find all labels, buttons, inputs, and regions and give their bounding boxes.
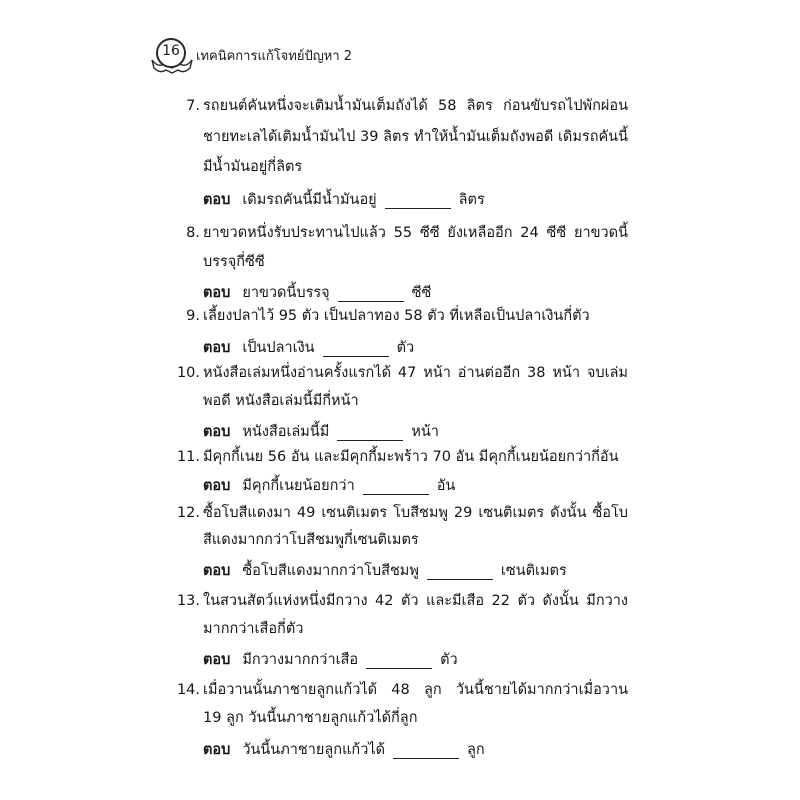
- problem-text-line: มีคุกกี้เนย 56 อัน และมีคุกกี้มะพร้าว 70 อัน มีคุกกี้เนยน้อยกว่ากี่อัน: [203, 449, 619, 465]
- answer-prefix: หนังสือเล่มนี้มี: [242, 424, 330, 440]
- answer-unit: ตัว: [396, 340, 415, 356]
- answer-label: ตอบ: [203, 424, 231, 440]
- problem-text-line: มากกว่าเสือกี่ตัว: [203, 621, 304, 637]
- answer-prefix: มีกวางมากกว่าเสือ: [242, 652, 359, 668]
- problem-number: 14.: [176, 682, 200, 698]
- problem-text-line: ชายทะเลได้เติมน้ำมันไป 39 ลิตร ทำให้น้ำมันเต็มถังพอดี เดิมรถคันนี้: [203, 129, 628, 145]
- problem-number: 13.: [176, 593, 200, 609]
- problem-number: 9.: [186, 308, 200, 324]
- answer-label: ตอบ: [203, 742, 231, 758]
- answer-prefix: มีคุกกี้เนยน้อยกว่า: [242, 478, 355, 494]
- answer-unit: หน้า: [411, 424, 439, 440]
- answer-blank[interactable]: [323, 342, 389, 357]
- problem-text-line: ซื้อโบสีแดงมา 49 เซนติเมตร โบสีชมพู 29 เซนติเมตร ดังนั้น ซื้อโบ: [203, 505, 628, 521]
- answer-prefix: ยาขวดนี้บรรจุ: [242, 285, 330, 301]
- answer-prefix: เป็นปลาเงิน: [242, 340, 315, 356]
- answer-blank[interactable]: [427, 565, 493, 580]
- problem-text-line: 19 ลูก วันนี้นภาชายลูกแก้วได้กี่ลูก: [203, 710, 418, 726]
- problem-number: 7.: [186, 98, 200, 114]
- answer-blank[interactable]: [385, 194, 451, 209]
- answer-unit: ซีซี: [411, 285, 432, 301]
- problem-text-line: พอดี หนังสือเล่มนี้มีกี่หน้า: [203, 393, 359, 409]
- answer-label: ตอบ: [203, 478, 231, 494]
- problem-number: 8.: [186, 225, 200, 241]
- problem-text-line: หนังสือเล่มหนึ่งอ่านครั้งแรกได้ 47 หน้า อ่านต่ออีก 38 หน้า จบเล่ม: [203, 365, 628, 381]
- answer-prefix: ซื้อโบสีแดงมากกว่าโบสีชมพู: [242, 563, 419, 579]
- problem-text-line: บรรจุกี่ซีซี: [203, 254, 265, 270]
- answer-label: ตอบ: [203, 563, 231, 579]
- page-number-badge: [150, 38, 194, 74]
- answer-prefix: เดิมรถคันนี้มีน้ำมันอยู่: [242, 192, 377, 208]
- answer-unit: อัน: [436, 478, 456, 494]
- answer-row: [203, 740, 485, 760]
- page-header: [150, 38, 570, 74]
- answer-row: [203, 561, 567, 581]
- answer-label: ตอบ: [203, 652, 231, 668]
- problem-text-line: เลี้ยงปลาไว้ 95 ตัว เป็นปลาทอง 58 ตัว ที่เหลือเป็นปลาเงินกี่ตัว: [203, 308, 590, 324]
- answer-blank[interactable]: [337, 426, 403, 441]
- answer-unit: ลิตร: [458, 192, 485, 208]
- problem-text-line: มีน้ำมันอยู่กี่ลิตร: [203, 159, 303, 175]
- answer-blank[interactable]: [363, 480, 429, 495]
- answer-row: [203, 338, 414, 358]
- answer-unit: เซนติเมตร: [500, 563, 567, 579]
- answer-row: [203, 422, 439, 442]
- answer-label: ตอบ: [203, 192, 231, 208]
- answer-unit: ลูก: [467, 742, 485, 758]
- answer-blank[interactable]: [366, 654, 432, 669]
- page-number: 16: [162, 43, 180, 59]
- problem-text-line: ในสวนสัตว์แห่งหนึ่งมีกวาง 42 ตัว และมีเสือ 22 ตัว ดังนั้น มีกวาง: [203, 593, 628, 609]
- problem-text-line: สีแดงมากกว่าโบสีชมพูกี่เซนติเมตร: [203, 532, 419, 548]
- problem-text-line: เมื่อวานนั้นภาชายลูกแก้วได้ 48 ลูก วันนี้ชายได้มากกว่าเมื่อวาน: [203, 682, 628, 698]
- answer-blank[interactable]: [393, 744, 459, 759]
- answer-unit: ตัว: [440, 652, 458, 668]
- answer-row: [203, 650, 458, 670]
- answer-row: [203, 476, 455, 496]
- book-title: เทคนิคการแก้โจทย์ปัญหา 2: [196, 49, 353, 64]
- problem-number: 12.: [176, 505, 200, 521]
- answer-label: ตอบ: [203, 340, 231, 356]
- answer-row: [203, 190, 485, 210]
- problem-number: 10.: [176, 365, 200, 381]
- problem-text-line: ยาขวดหนึ่งรับประทานไปแล้ว 55 ซีซี ยังเหลืออีก 24 ซีซี ยาขวดนี้: [203, 225, 628, 241]
- answer-row: [203, 283, 431, 303]
- problem-text-line: รถยนต์คันหนึ่งจะเติมน้ำมันเต็มถังได้ 58 ลิตร ก่อนขับรถไปพักผ่อน: [203, 98, 628, 114]
- answer-label: ตอบ: [203, 285, 231, 301]
- answer-blank[interactable]: [338, 287, 404, 302]
- problem-number: 11.: [176, 449, 200, 465]
- answer-prefix: วันนี้นภาชายลูกแก้วได้: [242, 742, 386, 758]
